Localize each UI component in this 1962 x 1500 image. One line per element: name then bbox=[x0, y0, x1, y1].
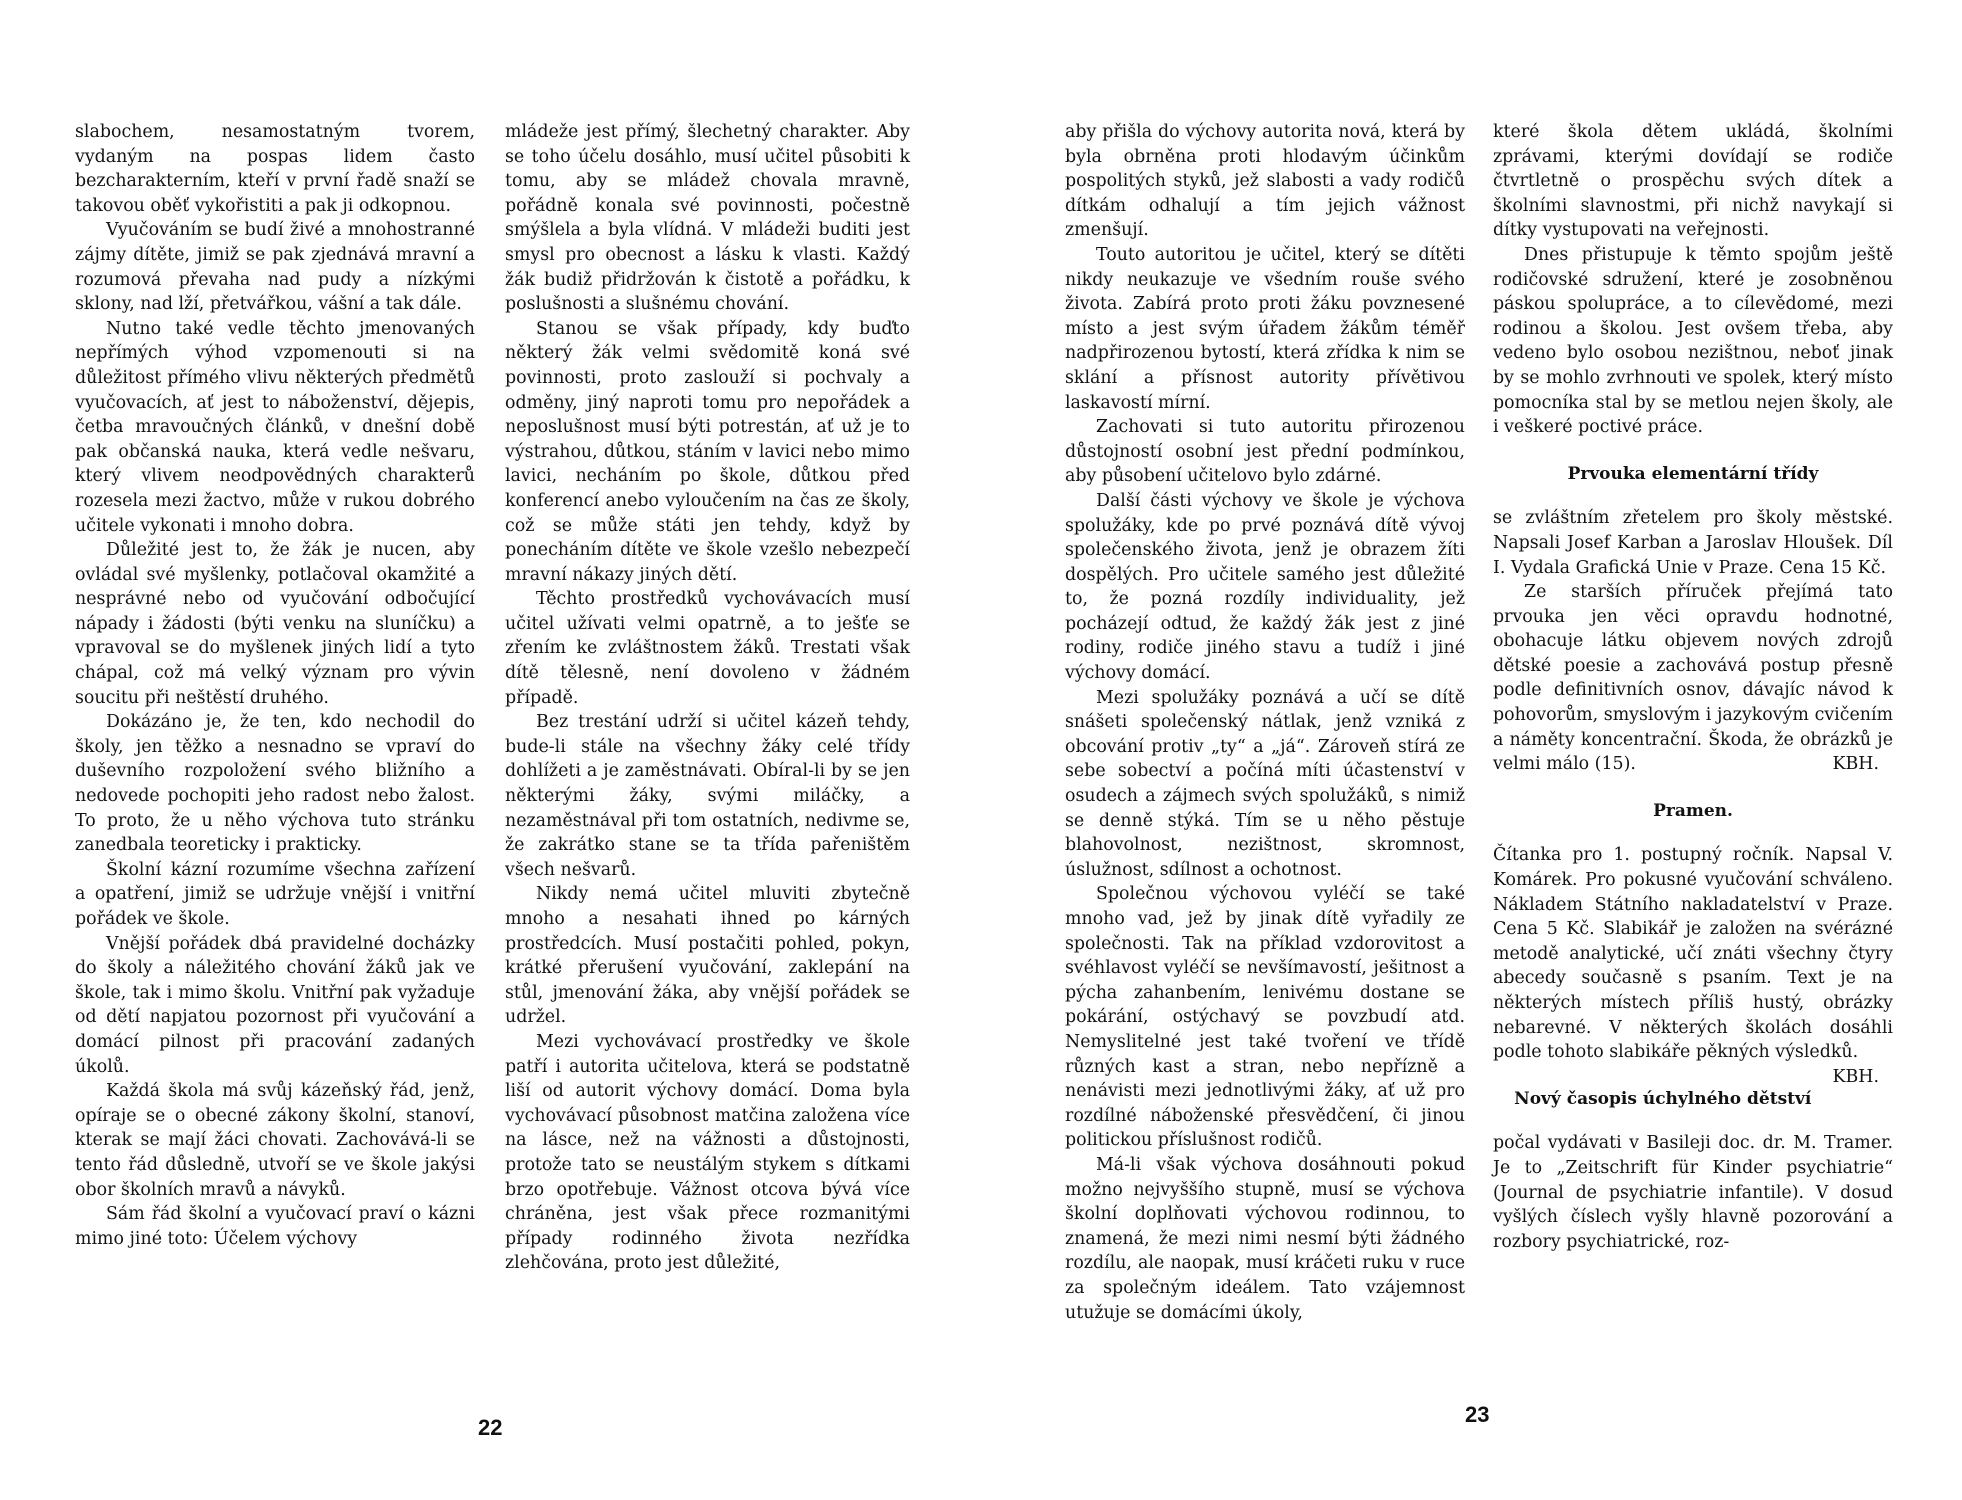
left-page-column-2 bbox=[505, 120, 910, 1276]
left-page-column-1 bbox=[75, 120, 475, 1251]
paragraph: Zachovati si tuto autoritu přirozenou důstojností osobní jest přední podmínkou, aby působení učitelovo bylo zdárné. bbox=[1065, 417, 1465, 487]
paragraph: Důležité jest to, že žák je nucen, aby ovládal své myšlenky, potlačoval okamžité a nesprávné nebo od vyučování odbočující nápady i žádosti (býti venku na sluníčku) a vpravoval se do myšlenek jiných lidí a tyto chápal, což má velký význam pro vývin soucitu při neštěstí druhého. bbox=[75, 540, 475, 708]
review-signature: KBH. bbox=[1832, 1066, 1879, 1087]
review-signature: KBH. bbox=[1832, 754, 1879, 775]
paragraph: mládeže jest přímý, šlechetný charakter. Aby se toho účelu dosáhlo, musí učitel působiti k tomu, aby se mládež chovala mravně, pořádně konala své povinnosti, počestně smýšlela a byla vlídná. V mládeži buditi jest smysl pro obecnost a lásku k vlasti. Každý žák budiž přidržován k čistotě a pořádku, k poslušnosti a slušnému chování. bbox=[505, 122, 910, 315]
paragraph: se zvláštním zřetelem pro školy městské. Napsali Josef Karban a Jaroslav Hloušek. Díl I. Vydala Grafická Unie v Praze. Cena 15 Kč. bbox=[1493, 508, 1893, 578]
paragraph: počal vydávati v Basileji doc. dr. M. Tramer. Je to „Zeitschrift für Kinder psychiatrie“ (Journal de psychiatrie infantile). V dosud vyšlých číslech vyšly hlavně pozorování a rozbory psychiatrické, roz- bbox=[1493, 1133, 1893, 1252]
paragraph: které škola dětem ukládá, školními zprávami, kterými dovídají se rodiče čtvrtletně o prospěchu svých dítek a školními slavnostmi, při nichž navykají si dítky vystupovati na veřejnosti. bbox=[1493, 122, 1893, 241]
paragraph: Stanou se však případy, kdy buďto některý žák velmi svědomitě koná své povinnosti, proto zaslouží si pochvaly a odměny, jiný naproti tomu pro nepořádek a neposlušnost musí býti potrestán, ať už je to výstrahou, důtkou, stáním v lavici nebo mimo lavici, necháním po škole, důtkou před konferencí anebo vyloučením na čas ze školy, což se může státi jen tehdy, když by ponecháním dítěte ve škole vzešlo nebezpečí mravní nákazy jiných dětí. bbox=[505, 318, 910, 585]
review-title: Pramen. bbox=[1653, 800, 1733, 821]
paragraph: Touto autoritou je učitel, který se dítěti nikdy neukazuje ve všedním rouše svého života. Zabírá proto proti žáku povznesené místo a jest svým úřadem žákům téměř nadpřirozenou bytostí, která zřídka k nim se sklání a přísnost autority přívětivou laskavostí mírní. bbox=[1065, 244, 1465, 413]
paragraph: Sám řád školní a vyučovací praví o kázni mimo jiné toto: Účelem výchovy bbox=[75, 1204, 475, 1249]
paragraph: Vyučováním se budí živé a mnohostranné zájmy dítěte, jimiž se pak zjednává mravní a rozumová převaha nad pudy a nízkými sklony, nad lží, přetvářkou, vášní a tak dále. bbox=[75, 220, 475, 315]
paragraph: Nikdy nemá učitel mluviti zbytečně mnoho a nesahati ihned po kárných prostředcích. Musí postačiti pohled, pokyn, krátké přerušení vyučování, zaklepání na stůl, jmenování žáka, aby vnější pořádek se udržel. bbox=[505, 884, 910, 1028]
paragraph: aby přišla do výchovy autorita nová, která by byla obrněna proti hlodavým účinkům pospolitých styků, jež slabosti a vady rodičů dítkám odhalují a tím jejich vážnost zmenšují. bbox=[1065, 122, 1465, 241]
paragraph: Mezi vychovávací prostředky ve škole patří i autorita učitelova, která se podstatně liší od autorit výchovy domácí. Doma byla vychovávací působnost matčina založena více na lásce, než na vážnosti a důstojnosti, protože tato se neustálým stykem s dítkami brzo opotřebuje. Vážnost otcova bývá více chráněna, jest však přece rozmanitými případy rodinného života nezřídka zlehčována, proto jest důležité, bbox=[505, 1031, 910, 1274]
paragraph: Nutno také vedle těchto jmenovaných nepřímých výhod vzpomenouti si na důležitost přímého vlivu některých předmětů vyučovacích, ať jest to náboženství, dějepis, četba mravoučných článků, v dnešní době pak občanská nauka, která vedle nešvaru, který vlivem neodpovědných charakterů rozesela mezi žactvo, může v rukou dobrého učitele vykonati i mnoho dobra. bbox=[75, 318, 475, 536]
paragraph bbox=[1493, 843, 1893, 1087]
paragraph: Dnes přistupuje k těmto spojům ještě rodičovské sdružení, které je zosobněnou páskou spolupráce, a to cílevědomé, mezi rodinou a školou. Jest ovšem třeba, aby vedeno bylo osobou nezištnou, neboť jinak by se mohlo zvrhnouti ve spolek, který místo pomocníka stal by se metlou nejen školy, ale i veškeré poctivé práce. bbox=[1493, 244, 1893, 438]
paragraph: Školní kázní rozumíme všechna zařízení a opatření, jimiž se udržuje vnější i vnitřní pořádek ve škole. bbox=[75, 859, 475, 929]
paragraph: Těchto prostředků vychovávacích musí učitel užívati velmi opatrně, a to ješťe se zřením ke zvláštnostem žáků. Trestati však dítě tělesně, není dovoleno v žádném případě. bbox=[505, 589, 910, 708]
paragraph: Společnou výchovou vyléčí se také mnoho vad, jež by jinak dítě vyřadily ze společnosti. Tak na příklad vzdorovitost a svéhlavost vyléčí se nevšímavostí, ješitnost a pýcha zahanbením, lenivému dostane se pokárání, ostýchavý se povzbudí atd. Nemyslitelné jest také tvoření ve třídě různých kast a stran, nebo nepřízně a nenávisti mezi jednotlivými žáky, ať už pro rozdílné náboženské přesvědčení, či jinou politickou příslušnost rodičů. bbox=[1065, 884, 1465, 1151]
paragraph: Dokázáno je, že ten, kdo nechodil do školy, jen těžko a nesnadno se vpraví do duševního rozpoložení svého bližního a nedovede pochopiti jeho radost nebo žalost. To proto, že u něho výchova tuto stránku zanedbala teoreticky i prakticky. bbox=[75, 712, 475, 856]
right-page-column-2 bbox=[1493, 120, 1893, 1254]
paragraph: Vnější pořádek dbá pravidelné docházky do školy a náležitého chování žáků jak ve škole, tak i mimo školu. Vnitřní pak vyžaduje od dětí napjatou pozornost při vyučování a domácí pilnost při pracování zadaných úkolů. bbox=[75, 933, 475, 1077]
paragraph: slabochem, nesamostatným tvorem, vydaným na pospas lidem často bezcharakterním, kteří v první řadě snaží se takovou oběť vykořistiti a pak ji odkopnou. bbox=[75, 122, 475, 216]
page-number-right: 23 bbox=[1465, 1402, 1490, 1427]
page-number-left: 22 bbox=[478, 1415, 503, 1440]
right-page-column-1 bbox=[1065, 120, 1465, 1325]
review-title: Prvouka elementární třídy bbox=[1567, 463, 1819, 484]
paragraph: Další části výchovy ve škole je výchova spolužáky, kde po prvé poznává dítě vývoj společenského života, jenž je obrazem žíti dospělých. Pro učitele samého jest důležité to, že pozná rozdíly individuality, jež pocházejí odtud, že každý žák jest z jiné rodiny, rodiče jiného stavu a tudíž i jiné výchovy domácí. bbox=[1065, 490, 1465, 684]
review-title: Nový časopis úchylného dětství bbox=[1514, 1088, 1812, 1109]
paragraph: Mezi spolužáky poznává a učí se dítě snášeti společenský nátlak, jenž vzniká z obcování protiv „ty“ a „já“. Zároveň stírá ze sebe sobectví a počíná míti účastenství v osudech a zájmech svých spolužáků, s nimiž se denně stýká. Tím se u něho pěstuje blahovolnost, nezištnost, skromnost, úslužnost, sdílnost a ochotnost. bbox=[1065, 687, 1465, 880]
paragraph bbox=[1493, 580, 1893, 777]
paragraph: Bez trestání udrží si učitel kázeň tehdy, bude-li stále na všechny žáky celé třídy dohlížeti a je zaměstnávati. Obíral-li by se jen některými žáky, svými miláčky, a nezaměstnával při tom ostatních, nedivme se, že zakrátko stane se ta třída pařeništěm všech nešvarů. bbox=[505, 712, 910, 880]
paragraph: Každá škola má svůj kázeňský řád, jenž, opíraje se o obecné zákony školní, stanoví, kterak se mají žáci chovati. Zachovává-li se tento řád důsledně, utvoří se ve škole jakýsi obor školních mravů a návyků. bbox=[75, 1081, 475, 1200]
paragraph: Má-li však výchova dosáhnouti pokud možno nejvyššího stupně, musí se výchova školní doplňovati výchovou rodinnou, to znamená, že mezi nimi nesmí býti žádného rozdílu, ale naopak, musí kráčeti ruku v ruce za společným ideálem. Tato vzájemnost utužuje se domácími úkoly, bbox=[1065, 1154, 1465, 1323]
paragraph-text: Čítanka pro 1. postupný ročník. Napsal V. Komárek. Pro pokusné vyučování schváleno. Nákladem Státního nakladatelství v Praze. Cena 5 Kč. Slabikář je založen na svérázné metodě analytické, učí znáti všechny čtyry abecedy současně s psaním. Text je na některých místech příliš hustý, obrázky nebarevné. V některých školách dosáhli podle tohoto slabikáře pěkných výsledků. bbox=[1493, 845, 1893, 1063]
paragraph-text: Ze starších příruček přejímá tato prvouka jen věci opravdu hodnotné, obohacuje látku objevem nových zdrojů dětské poesie a zachovává postup přesně podle definitivních osnov, dávajíc návod k pohovorům, smyslovým i jazykovým cvičením a náměty koncentrační. Škoda, že obrázků je velmi málo (15). bbox=[1493, 582, 1893, 775]
